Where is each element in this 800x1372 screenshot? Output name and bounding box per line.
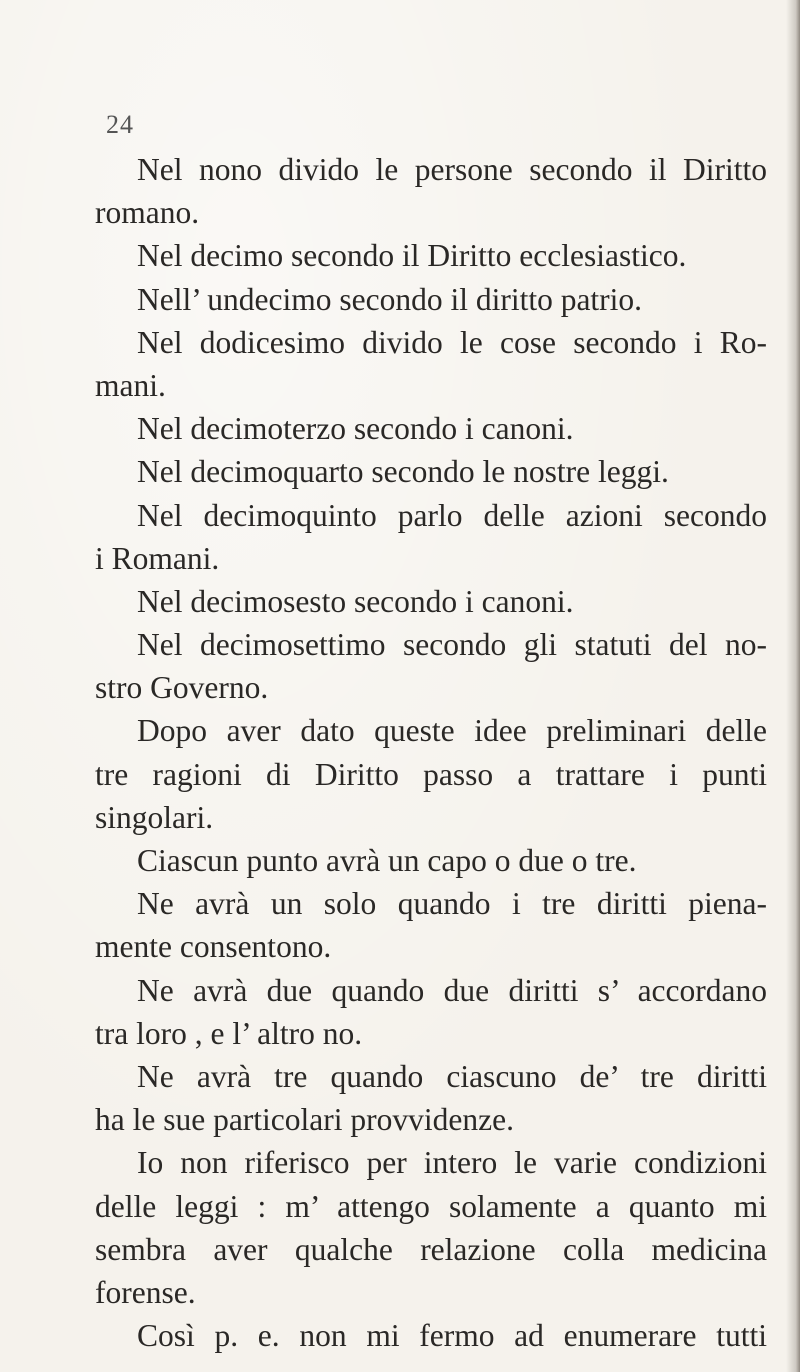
text-line: Nel decimoterzo secondo i canoni.: [137, 411, 574, 447]
text-line: Nel decimosesto secondo i canoni.: [137, 583, 574, 619]
text-line: ha le sue particolari provvidenze.: [95, 1102, 514, 1138]
text-line: mente consentono.: [95, 929, 332, 965]
text-line: Nel nono divido le persone secondo il Diritto: [137, 152, 767, 187]
text-line: Ciascun punto avrà un capo o due o tre.: [137, 843, 637, 878]
text-line: romano.: [95, 195, 200, 231]
text-line: delle leggi : m’ attengo solamente a quanto mi: [95, 1188, 767, 1224]
text-line: Nel decimo secondo il Diritto ecclesiastico.: [137, 238, 687, 274]
text-line: Ne avrà un solo quando i tre diritti piena-: [137, 886, 767, 922]
text-line: Nel dodicesimo divido le cose secondo i Ro-: [137, 324, 767, 360]
text-line: stro Governo.: [95, 670, 269, 706]
text-line: sembra aver qualche relazione colla medicina: [95, 1231, 767, 1267]
text-line: Nell’ undecimo secondo il diritto patrio.: [137, 281, 643, 317]
text-line: Ne avrà due quando due diritti s’ accordano: [137, 972, 767, 1008]
text-line: tre ragioni di Diritto passo a trattare i punti: [95, 756, 767, 792]
text-line: singolari.: [95, 799, 214, 835]
text-line: mani.: [95, 367, 166, 403]
text-line: Nel decimosettimo secondo gli statuti del no-: [137, 627, 767, 663]
text-line: Così p. e. non mi fermo ad enumerare tutti: [137, 1318, 767, 1354]
text-line: forense.: [95, 1274, 196, 1310]
page-edge-shadow: [786, 0, 800, 1372]
text-line: Dopo aver dato queste idee preliminari delle: [137, 713, 767, 749]
text-line: Io non riferisco per intero le varie condizioni: [137, 1145, 767, 1181]
text-line: Ne avrà tre quando ciascuno de’ tre diritti: [137, 1058, 767, 1094]
text-line: i Romani.: [95, 540, 220, 576]
body-text: [95, 148, 767, 1357]
text-line: Nel decimoquinto parlo delle azioni secondo: [137, 497, 767, 533]
page-number: 24: [106, 110, 134, 139]
text-line: Nel decimoquarto secondo le nostre leggi.: [137, 454, 669, 490]
text-line: tra loro , e l’ altro no.: [95, 1015, 363, 1051]
